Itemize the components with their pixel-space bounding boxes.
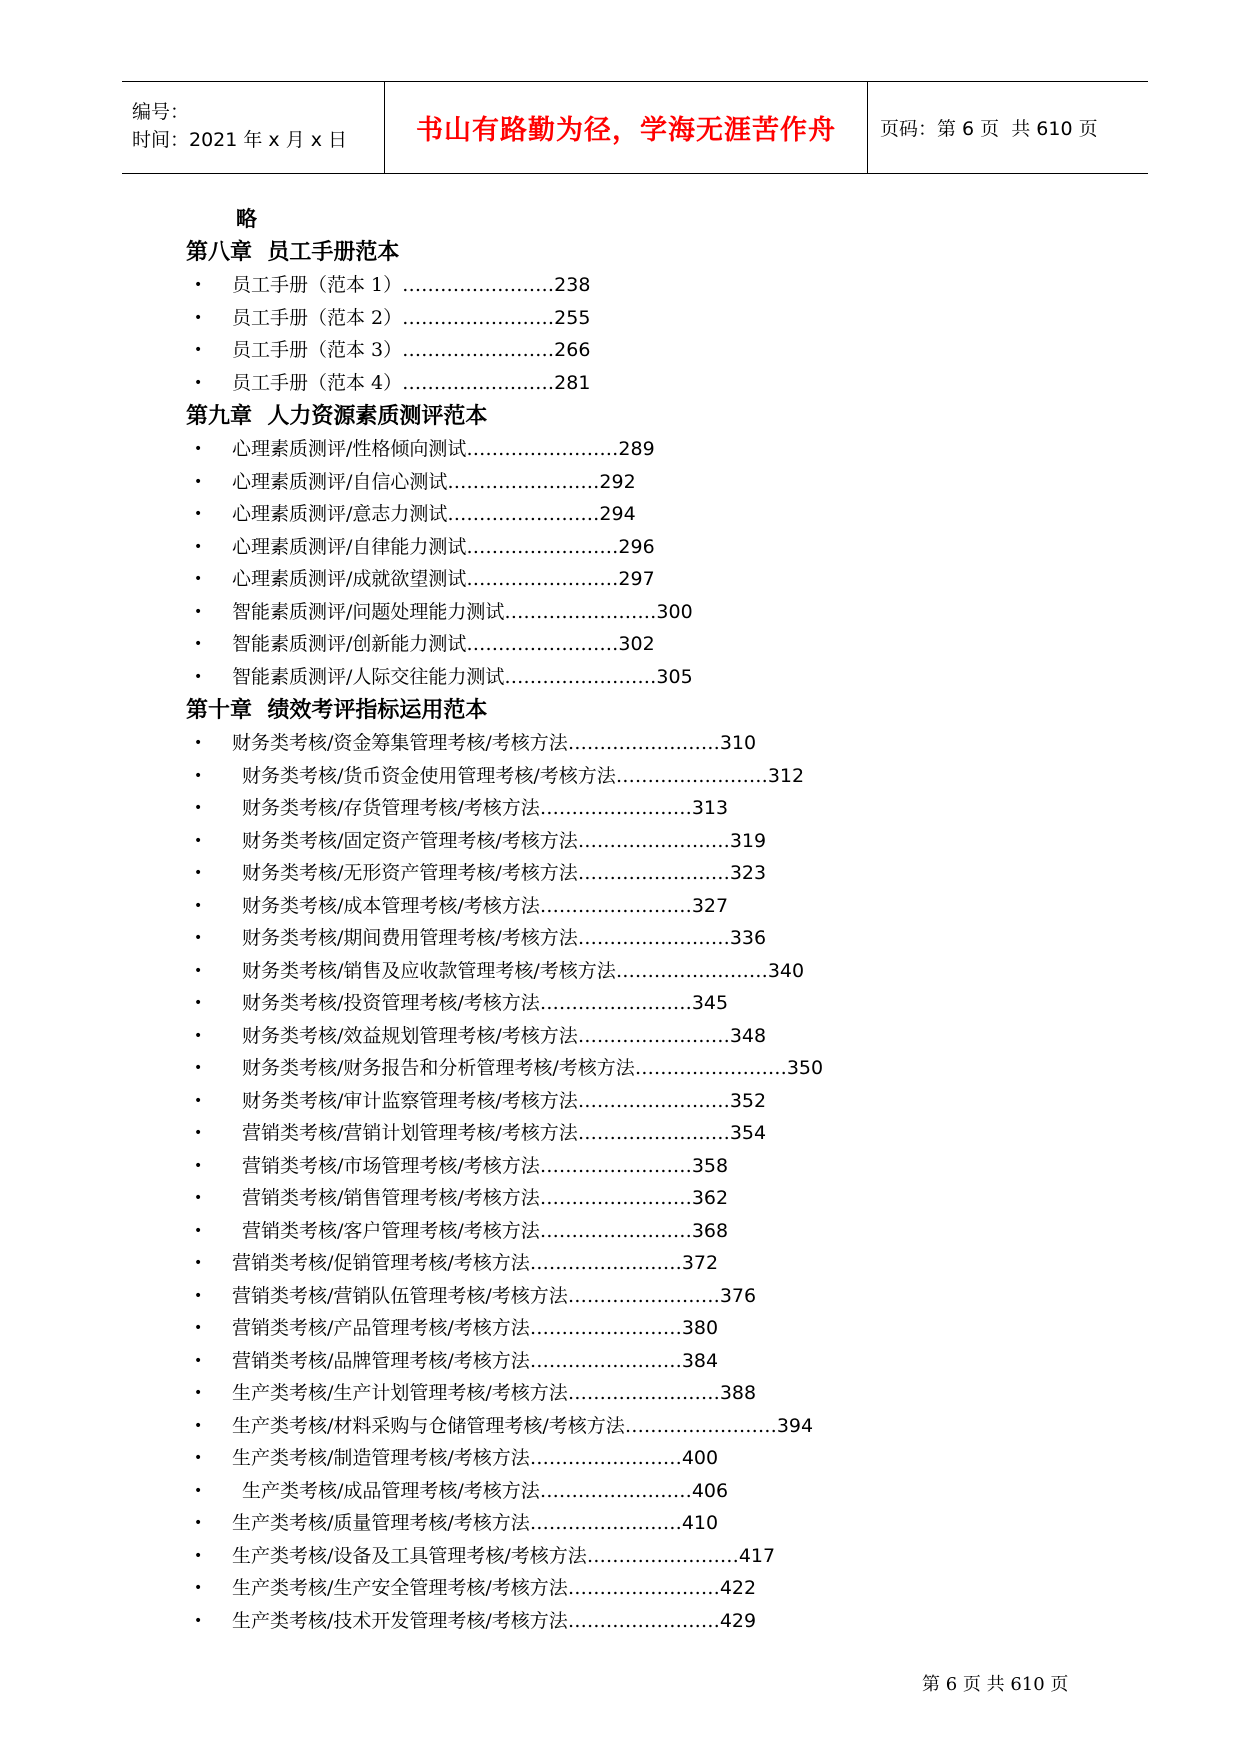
toc-entry-content	[242, 955, 804, 988]
toc-entry-content	[242, 1020, 766, 1053]
toc-entry-content	[242, 792, 728, 825]
toc-entry-content	[232, 1410, 813, 1443]
chapter-heading: 第九章 人力资源素质测评范本	[186, 403, 488, 429]
toc-entry[interactable]	[186, 1475, 1086, 1508]
toc-entry-page: 380	[681, 1317, 719, 1339]
toc-entry-content	[242, 922, 766, 955]
toc-entry-content	[232, 367, 590, 400]
toc-entry-content	[242, 1150, 728, 1183]
toc-entry[interactable]	[186, 466, 1086, 499]
toc-entry[interactable]	[186, 727, 1086, 760]
toc-entry[interactable]	[186, 334, 1086, 367]
toc-entry[interactable]	[186, 1572, 1086, 1605]
toc-entry-title: 财务类考核/投资管理考核/考核方法	[242, 992, 540, 1014]
toc-entry-content	[232, 498, 636, 531]
toc-entry-page: 372	[681, 1252, 719, 1274]
toc-entry[interactable]	[186, 1182, 1086, 1215]
toc-entry-title: 财务类考核/存货管理考核/考核方法	[242, 797, 540, 819]
toc-entry-leader: ……………………	[615, 959, 768, 982]
chapter-heading: 第十章 绩效考评指标运用范本	[186, 697, 488, 723]
toc-entry-page: 297	[618, 568, 655, 590]
toc-entry[interactable]	[186, 1377, 1086, 1410]
toc-entry-leader: ……………………	[529, 1447, 682, 1469]
toc-entry[interactable]	[186, 1052, 1086, 1085]
toc-entry-leader: ……………………	[634, 1057, 787, 1079]
toc-entry[interactable]	[186, 987, 1086, 1020]
toc-entry[interactable]	[186, 857, 1086, 890]
toc-entry-title: 营销类考核/促销管理考核/考核方法	[232, 1252, 530, 1274]
toc-entry-content	[232, 563, 655, 596]
toc-entry-title: 心理素质测评/成就欲望测试	[232, 568, 467, 590]
toc-entry-title: 财务类考核/审计监察管理考核/考核方法	[242, 1089, 578, 1112]
header-motto: 书山有路勤为径，学海无涯苦作舟	[416, 115, 836, 146]
toc-entry-page: 340	[767, 959, 805, 982]
table-of-contents	[186, 203, 1086, 1637]
header-page-label: 页码：第 6 页 共 610 页	[880, 118, 1098, 140]
toc-entry-page: 358	[691, 1154, 729, 1177]
toc-entry[interactable]	[186, 1215, 1086, 1248]
toc-entry-leader: ……………………	[567, 1382, 720, 1404]
bullet-icon: •	[194, 1157, 203, 1174]
toc-entry[interactable]	[186, 1247, 1086, 1280]
toc-entry[interactable]	[186, 1442, 1086, 1475]
toc-entry-page: 310	[719, 732, 757, 754]
toc-entry[interactable]	[186, 955, 1086, 988]
bullet-icon: •	[194, 865, 203, 881]
toc-entry-leader: ……………………	[567, 1284, 720, 1307]
bullet-icon: •	[194, 930, 203, 946]
document-time-label: 时间：2021 年 x 月 x 日	[132, 128, 348, 151]
toc-entry-content	[232, 596, 693, 629]
toc-entry-page: 255	[554, 306, 591, 329]
toc-entry-content	[232, 1540, 775, 1573]
toc-entry-title: 营销类考核/市场管理考核/考核方法	[242, 1154, 540, 1177]
toc-entry-title: 财务类考核/期间费用管理考核/考核方法	[242, 927, 578, 949]
toc-entry-leader: ……………………	[447, 503, 600, 525]
toc-entry[interactable]	[186, 531, 1086, 564]
toc-entry-title: 财务类考核/销售及应收款管理考核/考核方法	[242, 959, 616, 982]
toc-entry[interactable]	[186, 563, 1086, 596]
toc-entry[interactable]	[186, 269, 1086, 302]
toc-entry-title: 生产类考核/生产计划管理考核/考核方法	[232, 1382, 568, 1404]
toc-entry-page: 400	[681, 1447, 719, 1469]
bullet-icon: •	[194, 571, 203, 587]
bullet-icon: •	[194, 1060, 203, 1076]
bullet-icon: •	[194, 832, 203, 849]
toc-entry-content	[232, 1507, 718, 1540]
toc-entry-page: 281	[554, 371, 591, 394]
bullet-icon: •	[194, 1092, 203, 1109]
toc-entry-title: 员工手册（范本 3）	[232, 339, 403, 361]
toc-entry-content	[232, 302, 590, 335]
bullet-icon: •	[194, 441, 203, 457]
toc-entry-page: 376	[719, 1284, 757, 1307]
bullet-icon: •	[194, 735, 203, 751]
toc-entry[interactable]	[186, 825, 1086, 858]
toc-entry-title: 财务类考核/货币资金使用管理考核/考核方法	[242, 764, 616, 787]
toc-entry[interactable]	[186, 1605, 1086, 1638]
toc-entry-leader: ……………………	[402, 371, 555, 394]
toc-entry-page: 327	[691, 894, 729, 917]
header-meta	[122, 82, 384, 173]
toc-entry-leader: ……………………	[466, 568, 619, 590]
toc-entry-page: 354	[729, 1122, 767, 1144]
toc-entry-page: 422	[719, 1577, 757, 1599]
toc-entry-page: 394	[776, 1414, 814, 1437]
toc-entry[interactable]	[186, 1540, 1086, 1573]
toc-entry-content	[242, 1052, 823, 1085]
bullet-icon: •	[194, 309, 203, 326]
toc-entry-title: 员工手册（范本 2）	[232, 306, 403, 329]
bullet-icon: •	[194, 1612, 203, 1629]
toc-entry-leader: ……………………	[539, 797, 692, 819]
toc-entry-content	[242, 825, 766, 858]
bullet-icon: •	[194, 767, 203, 784]
toc-entry-title: 财务类考核/成本管理考核/考核方法	[242, 894, 540, 917]
toc-entry-page: 384	[681, 1349, 719, 1372]
toc-entry-title: 营销类考核/客户管理考核/考核方法	[242, 1219, 540, 1242]
toc-entry-content	[232, 1345, 718, 1378]
toc-entry-page: 302	[618, 633, 655, 655]
toc-entry-leader: ……………………	[615, 764, 768, 787]
toc-entry-leader: ……………………	[567, 732, 720, 754]
bullet-icon: •	[194, 1482, 203, 1499]
bullet-icon: •	[194, 1125, 203, 1141]
toc-entry-content	[232, 269, 590, 302]
toc-entry-page: 429	[719, 1609, 757, 1632]
toc-entry[interactable]	[186, 628, 1086, 661]
toc-entry-page: 406	[691, 1479, 729, 1502]
toc-entry-content	[242, 1475, 728, 1508]
toc-entry-title: 智能素质测评/问题处理能力测试	[232, 600, 505, 623]
toc-entry-content	[242, 890, 728, 923]
toc-entry-leader: ……………………	[529, 1349, 682, 1372]
toc-entry-leader: ……………………	[539, 1187, 692, 1209]
toc-entry-content	[242, 760, 804, 793]
toc-entry-title: 智能素质测评/创新能力测试	[232, 633, 467, 655]
toc-entry[interactable]	[186, 1117, 1086, 1150]
toc-entry-leader: ……………………	[529, 1317, 682, 1339]
toc-entry-title: 营销类考核/销售管理考核/考核方法	[242, 1187, 540, 1209]
toc-entry-page: 294	[599, 503, 636, 525]
bullet-icon: •	[194, 800, 203, 816]
toc-entry-page: 289	[618, 438, 655, 460]
toc-entry-content	[232, 1280, 756, 1313]
toc-entry-leader: ……………………	[577, 829, 730, 852]
toc-entry-title: 心理素质测评/自律能力测试	[232, 535, 467, 558]
toc-entry-page: 319	[729, 829, 767, 852]
toc-entry-content	[232, 531, 655, 564]
toc-entry-leader: ……………………	[402, 306, 555, 329]
toc-entry-title: 财务类考核/财务报告和分析管理考核/考核方法	[242, 1057, 635, 1079]
toc-entry-page: 312	[767, 764, 805, 787]
toc-entry-page: 388	[719, 1382, 757, 1404]
toc-entry-title: 营销类考核/营销队伍管理考核/考核方法	[232, 1284, 568, 1307]
bullet-icon: •	[194, 1352, 203, 1369]
bullet-icon: •	[194, 1515, 203, 1531]
toc-entry-title: 生产类考核/设备及工具管理考核/考核方法	[232, 1544, 587, 1567]
toc-entry-content	[242, 987, 728, 1020]
toc-entry-page: 345	[691, 992, 729, 1014]
toc-entry-title: 生产类考核/材料采购与仓储管理考核/考核方法	[232, 1414, 625, 1437]
bullet-icon: •	[194, 506, 203, 522]
chapter-heading: 第八章 员工手册范本	[186, 239, 400, 265]
toc-entry-title: 心理素质测评/性格倾向测试	[232, 438, 467, 460]
toc-entry[interactable]	[186, 792, 1086, 825]
toc-entry[interactable]	[186, 890, 1086, 923]
toc-entry-content	[232, 1247, 718, 1280]
toc-entry-leader: ……………………	[577, 1089, 730, 1112]
document-number-label: 编号：	[132, 100, 190, 123]
toc-entry-leader: ……………………	[567, 1609, 720, 1632]
toc-entry[interactable]	[186, 760, 1086, 793]
toc-entry-leader: ……………………	[504, 600, 657, 623]
header-motto-cell	[384, 82, 868, 173]
toc-entry-page: 336	[729, 927, 767, 949]
toc-entry-page: 296	[618, 535, 655, 558]
toc-entry[interactable]	[186, 661, 1086, 694]
toc-entry-leader: ……………………	[402, 274, 555, 296]
toc-entry[interactable]	[186, 1150, 1086, 1183]
bullet-icon: •	[194, 1255, 203, 1271]
toc-entry-content	[232, 1442, 718, 1475]
toc-entry-leader: ……………………	[447, 470, 600, 493]
toc-entry-page: 323	[729, 862, 767, 884]
bullet-icon: •	[194, 1450, 203, 1466]
toc-entry[interactable]	[186, 1507, 1086, 1540]
toc-entry-title: 财务类考核/无形资产管理考核/考核方法	[242, 862, 578, 884]
header-page-cell	[868, 82, 1148, 173]
bullet-icon: •	[194, 636, 203, 652]
toc-entry-title: 生产类考核/质量管理考核/考核方法	[232, 1512, 530, 1534]
toc-entry[interactable]	[186, 922, 1086, 955]
toc-entry[interactable]	[186, 1345, 1086, 1378]
toc-entry-content	[242, 857, 766, 890]
bullet-icon: •	[194, 1385, 203, 1401]
bullet-icon: •	[194, 374, 203, 391]
toc-entry-page: 348	[729, 1024, 767, 1047]
toc-entry-page: 292	[599, 470, 636, 493]
toc-entry-page: 352	[729, 1089, 767, 1112]
toc-entry-page: 362	[691, 1187, 729, 1209]
toc-entry-leader: ……………………	[529, 1252, 682, 1274]
bullet-icon: •	[194, 1190, 203, 1206]
toc-entry-leader: ……………………	[539, 894, 692, 917]
toc-entry-title: 财务类考核/效益规划管理考核/考核方法	[242, 1024, 578, 1047]
bullet-icon: •	[194, 995, 203, 1011]
toc-entry-page: 305	[656, 665, 693, 688]
bullet-icon: •	[194, 1417, 203, 1434]
bullet-icon: •	[194, 668, 203, 685]
toc-entry-leader: ……………………	[577, 1122, 730, 1144]
toc-entry-title: 智能素质测评/人际交往能力测试	[232, 665, 505, 688]
toc-entry[interactable]	[186, 367, 1086, 400]
toc-entry-content	[232, 1572, 756, 1605]
toc-entry-title: 营销类考核/产品管理考核/考核方法	[232, 1317, 530, 1339]
toc-entry-content	[232, 661, 693, 694]
toc-entry-title: 生产类考核/制造管理考核/考核方法	[232, 1447, 530, 1469]
toc-entry-content	[232, 466, 636, 499]
toc-entry-content	[232, 1377, 756, 1410]
toc-entry-leader: ……………………	[577, 862, 730, 884]
toc-entry-title: 财务类考核/固定资产管理考核/考核方法	[242, 829, 578, 852]
bullet-icon: •	[194, 1580, 203, 1596]
toc-entry[interactable]	[186, 1020, 1086, 1053]
toc-entry-content	[242, 1085, 766, 1118]
toc-entry-leader: ……………………	[466, 438, 619, 460]
toc-entry[interactable]	[186, 1280, 1086, 1313]
page-footer: 第 6 页 共 610 页	[922, 1674, 1069, 1695]
toc-entry-content	[242, 1182, 728, 1215]
toc-entry-title: 员工手册（范本 4）	[232, 371, 403, 394]
toc-entry-title: 生产类考核/成品管理考核/考核方法	[242, 1479, 540, 1502]
bullet-icon: •	[194, 1547, 203, 1564]
toc-entry-content	[232, 334, 590, 367]
toc-entry-leader: ……………………	[539, 1154, 692, 1177]
toc-entry-leader: ……………………	[402, 339, 555, 361]
toc-entry-leader: ……………………	[466, 535, 619, 558]
bullet-icon: •	[194, 1222, 203, 1239]
bullet-icon: •	[194, 277, 203, 293]
toc-entry-content	[232, 727, 756, 760]
bullet-icon: •	[194, 1320, 203, 1336]
toc-entry-leader: ……………………	[504, 665, 657, 688]
toc-entry-title: 心理素质测评/自信心测试	[232, 470, 448, 493]
toc-entry-page: 410	[681, 1512, 719, 1534]
bullet-icon: •	[194, 603, 203, 620]
toc-entry-title: 营销类考核/品牌管理考核/考核方法	[232, 1349, 530, 1372]
bullet-icon: •	[194, 1027, 203, 1044]
page-header	[122, 81, 1148, 174]
toc-entry[interactable]	[186, 433, 1086, 466]
toc-entry-leader: ……………………	[586, 1544, 739, 1567]
toc-entry-leader: ……………………	[539, 992, 692, 1014]
bullet-icon: •	[194, 1287, 203, 1304]
toc-entry-leader: ……………………	[567, 1577, 720, 1599]
toc-entry-title: 员工手册（范本 1）	[232, 274, 403, 296]
toc-entry-title: 心理素质测评/意志力测试	[232, 503, 448, 525]
toc-entry-content	[232, 1605, 756, 1638]
toc-entry-page: 350	[786, 1057, 824, 1079]
bullet-icon: •	[194, 538, 203, 555]
toc-entry-page: 266	[554, 339, 591, 361]
toc-entry-leader: ……………………	[539, 1479, 692, 1502]
toc-entry-leader: ……………………	[577, 927, 730, 949]
toc-entry[interactable]	[186, 498, 1086, 531]
toc-entry-title: 财务类考核/资金筹集管理考核/考核方法	[232, 732, 568, 754]
toc-entry-page: 368	[691, 1219, 729, 1242]
toc-entry-leader: ……………………	[466, 633, 619, 655]
lead-text: 略	[236, 206, 257, 231]
toc-entry-page: 238	[554, 274, 591, 296]
toc-entry-leader: ……………………	[577, 1024, 730, 1047]
bullet-icon: •	[194, 473, 203, 490]
toc-entry[interactable]	[186, 1085, 1086, 1118]
toc-entry-content	[242, 1117, 766, 1150]
bullet-icon: •	[194, 962, 203, 979]
toc-entry[interactable]	[186, 1410, 1086, 1443]
toc-entry[interactable]	[186, 596, 1086, 629]
toc-entry-leader: ……………………	[529, 1512, 682, 1534]
toc-entry-content	[232, 1312, 718, 1345]
toc-entry-title: 生产类考核/生产安全管理考核/考核方法	[232, 1577, 568, 1599]
toc-entry-page: 300	[656, 600, 693, 623]
toc-entry[interactable]	[186, 302, 1086, 335]
toc-entry-leader: ……………………	[539, 1219, 692, 1242]
toc-entry-page: 313	[691, 797, 729, 819]
toc-entry-title: 生产类考核/技术开发管理考核/考核方法	[232, 1609, 568, 1632]
toc-entry-title: 营销类考核/营销计划管理考核/考核方法	[242, 1122, 578, 1144]
toc-entry[interactable]	[186, 1312, 1086, 1345]
bullet-icon: •	[194, 897, 203, 914]
bullet-icon: •	[194, 342, 203, 358]
toc-entry-page: 417	[738, 1544, 776, 1567]
toc-entry-leader: ……………………	[624, 1414, 777, 1437]
toc-entry-content	[232, 433, 655, 466]
toc-entry-content	[232, 628, 655, 661]
toc-entry-content	[242, 1215, 728, 1248]
